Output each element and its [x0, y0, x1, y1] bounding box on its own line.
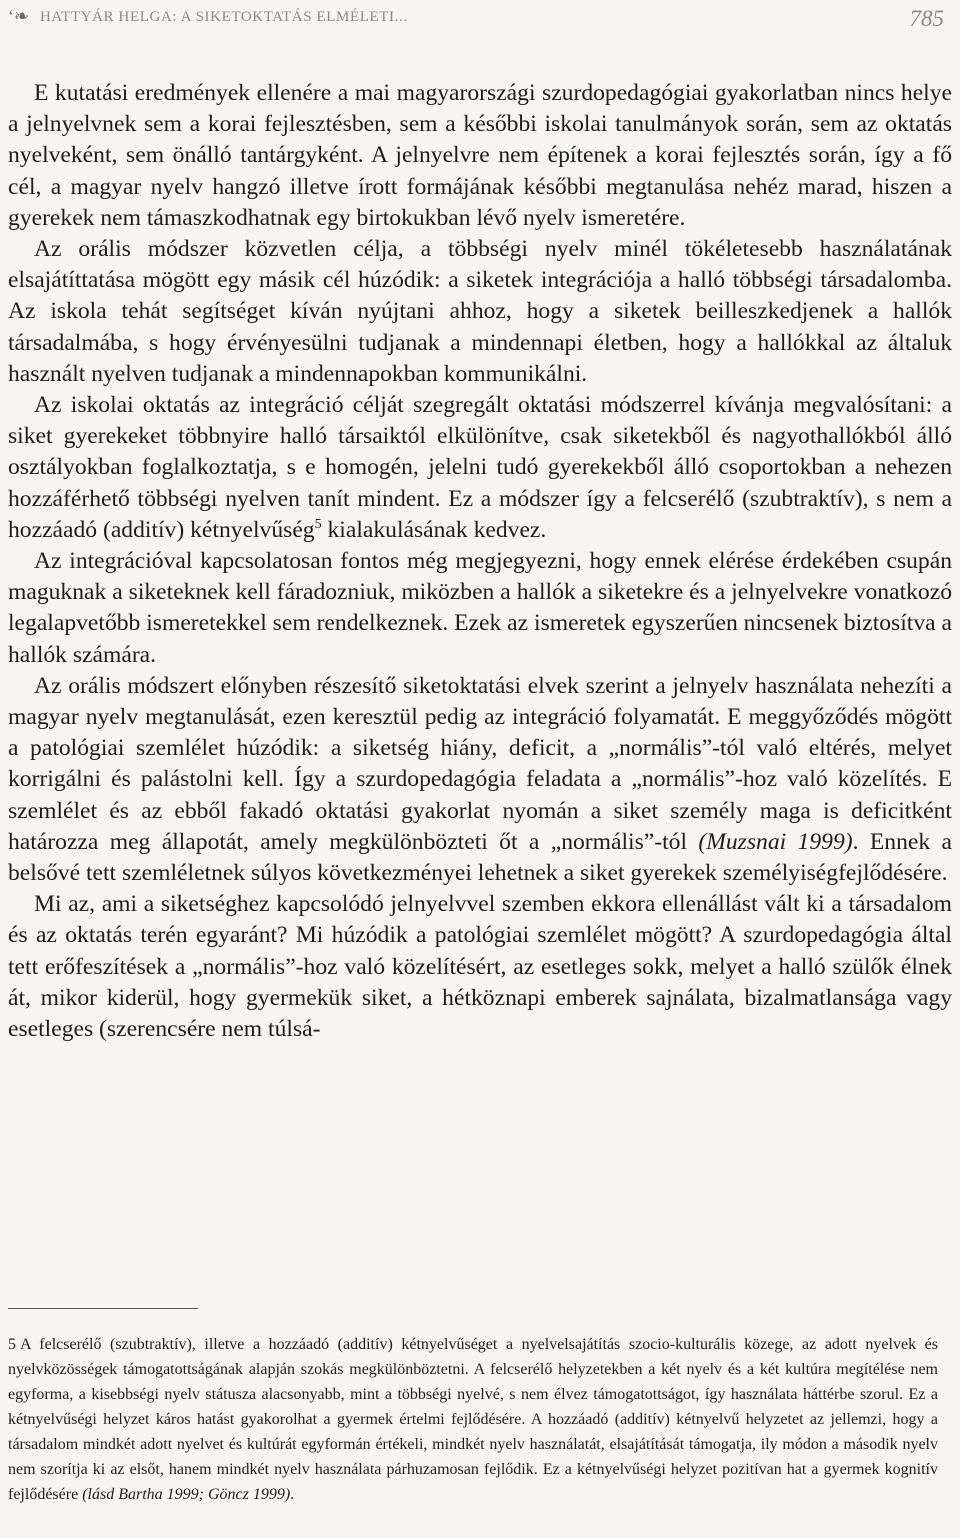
- body-text: [8, 78, 952, 1045]
- paragraph-5-text-end: . Ennek a belsővé tett szemléletnek súlyos következményei lehetnek a siket gyerekek személyiségfejlődésére.: [8, 828, 952, 887]
- footnote-divider: [8, 1308, 198, 1309]
- running-head: HATTYÁR HELGA: A SIKETOKTATÁS ELMÉLETI...: [40, 9, 408, 25]
- footnote-5: [8, 1332, 938, 1507]
- paragraph-5-text: Az orális módszert előnyben részesítő siketoktatási elvek szerint a jelnyelv használata nehezíti a magyar nyelv megtanulását, ezen keresztül pedig az integráció folyamatát. E meggyőződés mögött a patológiai szemlélet húzódik: a siketség hiány, deficit, a „normális”-tól való eltérés, melyet korrigálni és palástolni kell. Így a szurdopedagógia feladata a „normális”-hoz való közelítés. E szemlélet és az ebből fakadó oktatási gyakorlat nyomán a siket személy maga is deficitként határozza meg állapotát, amely megkülönbözteti őt a „normális”-tól: [8, 672, 952, 855]
- footnote-reference: 5: [314, 516, 322, 532]
- footnotes: [8, 1332, 938, 1507]
- paragraph-6: Mi az, ami a siketséghez kapcsolódó jelnyelvvel szemben ekkora ellenállást vált ki a társadalom és az oktatás terén egyaránt? Mi húzódik a patológiai szemlélet mögött? A szurdopedagógia által tett erőfeszítések a „normális”-hoz való közelítésért, az esetleges sokk, melyet a halló szülők élnek át, mikor kiderül, hogy gyermekük siket, a hétköznapi emberek sajnálata, bizalmatlansága vagy esetleges (szerencsére nem túlsá-: [8, 891, 952, 1043]
- paragraph-4: Az integrációval kapcsolatosan fontos még megjegyezni, hogy ennek elérése érdekében csupán maguknak a siketeknek kell fáradozniuk, miközben a hallók a siketekre és a jelnyelvekre vonatkozó legalapvetőbb ismeretekkel sem rendelkeznek. Ezek az ismeretek egyszerűen nincsenek biztosítva a hallók számára.: [8, 548, 952, 668]
- citation: (Muzsnai 1999): [698, 828, 853, 855]
- paragraph-1: E kutatási eredmények ellenére a mai magyarországi szurdopedagógiai gyakorlatban nincs helye a jelnyelvnek sem a korai fejlesztésben, sem a későbbi iskolai tanulmányok során, sem az oktatás nyelveként, sem önálló tantárgyként. A jelnyelvre nem építenek a korai fejlesztés során, így a fő cél, a magyar nyelv hangzó illetve írott formájának későbbi megtanulása nehéz marad, hiszen a gyerekek nem támaszkodhatnak egy birtokukban lévő nyelv ismeretére.: [8, 80, 952, 231]
- paragraph-3-text-end: kialakulásának kedvez.: [321, 516, 547, 543]
- ornament-icon: ʻ❧: [8, 6, 30, 26]
- paragraph-2: Az orális módszer közvetlen célja, a többségi nyelv minél tökéletesebb használatának elsajátíttatása mögött egy másik cél húzódik: a siketek integrációja a halló többségi társadalomba. Az iskola tehát segítséget kíván nyújtani ahhoz, hogy a siketek beilleszkedjenek a hallók társadalmába, s hogy érvényesülni tudjanak a mindennapi életben, hogy a hallókkal az általuk használt nyelven tudjanak a mindennapokban kommunikálni.: [8, 236, 952, 387]
- footnote-citation: (lásd Bartha 1999; Göncz 1999): [82, 1486, 291, 1503]
- page-header: [0, 0, 960, 44]
- paragraph-5: [8, 671, 952, 889]
- paragraph-3-text: Az iskolai oktatás az integráció célját szegregált oktatási módszerrel kívánja megvalósítani: a siket gyerekeket többnyire halló társaiktól elkülönítve, csak siketekből és nagyothallókból álló osztályokban foglalkoztatja, s e homogén, jelelni tudó gyerekekből álló csoportokban a nehezen hozzáférhető többségi nyelven tanít mindent. Ez a módszer így a felcserélő (szubtraktív), s nem a hozzáadó (additív) kétnyelvűség: [8, 392, 952, 543]
- footnote-number: 5: [8, 1336, 16, 1353]
- page-number: 785: [909, 6, 944, 31]
- footnote-text-end: .: [290, 1486, 295, 1503]
- paragraph-3: [8, 390, 952, 546]
- footnote-text: A felcserélő (szubtraktív), illetve a hozzáadó (additív) kétnyelvűséget a nyelvelsajátítás szocio-kulturális közege, az adott nyelvek és nyelvközösségek támogatottságának alapján szokás megkülönböztetni. A felcserélő helyzetekben a két nyelv és a két kultúra megítélése nem egyforma, a kisebbségi nyelv státusza alacsonyabb, mint a többségi nyelvé, s nem élvez támogatottságot, így használata háttérbe szorul. Ez a kétnyelvűségi helyzet káros hatást gyakorolhat a gyermek értelmi fejlődésére. A hozzáadó (additív) kétnyelvű helyzetet az jellemzi, hogy a társadalom mindkét adott nyelvet és kultúrát egyformán értékeli, mindkét nyelv használatát, elsajátítását támogatja, ily módon a második nyelv nem szorítja ki az elsőt, hanem mindkét nyelv használata párhuzamosan fejlődik. Ez a kétnyelvűségi helyzet pozitívan hat a gyermek kognitív fejlődésére: [8, 1336, 938, 1503]
